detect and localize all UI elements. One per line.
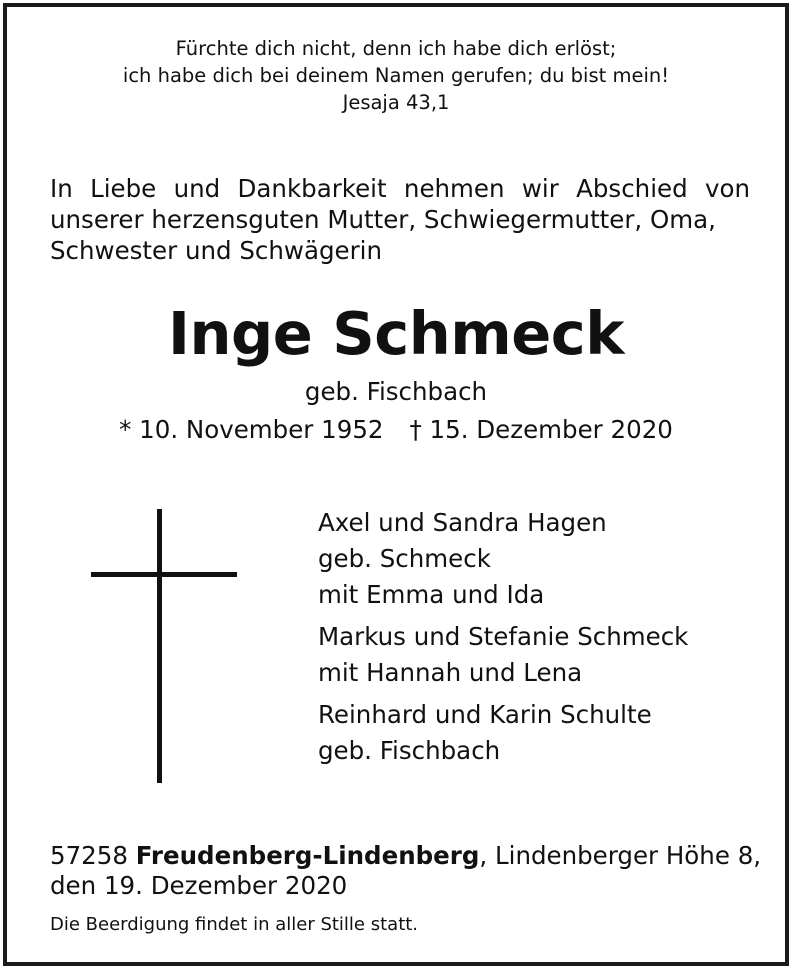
death-date: † 15. Dezember 2020 [409, 415, 673, 444]
mourner-line: Reinhard und Karin Schulte [318, 700, 652, 729]
mourner-line: mit Hannah und Lena [318, 658, 583, 687]
mourner-group-1 [318, 505, 778, 613]
funeral-note: Die Beerdigung findet in aller Stille statt. [50, 914, 419, 935]
postal-code: 57258 [50, 841, 128, 870]
mourner-line: Axel und Sandra Hagen [318, 508, 607, 537]
mourner-line: geb. Schmeck [318, 544, 491, 573]
address-block [50, 841, 770, 901]
mourner-line: geb. Fischbach [318, 736, 501, 765]
verse-line-1: Fürchte dich nicht, denn ich habe dich erlöst; [175, 37, 617, 60]
life-dates [7, 415, 785, 445]
mourner-line: mit Emma und Ida [318, 580, 545, 609]
mourner-group-2 [318, 619, 778, 691]
birth-date: * 10. November 1952 [119, 415, 384, 444]
street-address: , Lindenberger Höhe 8, [479, 841, 762, 870]
town-name: Freudenberg-Lindenberg [135, 841, 480, 870]
obituary-notice [3, 3, 789, 966]
mourners-list [318, 505, 778, 775]
intro-line-1: In Liebe und Dankbarkeit nehmen wir Abschied von [50, 174, 750, 203]
intro-text [50, 173, 750, 266]
verse-reference: Jesaja 43,1 [342, 91, 450, 114]
birth-name: geb. Fischbach [304, 377, 488, 406]
notice-date: den 19. Dezember 2020 [50, 871, 348, 900]
intro-line-3: Schwester und Schwägerin [50, 236, 382, 265]
intro-line-2: unserer herzensguten Mutter, Schwiegermutter, Oma, [50, 205, 716, 234]
cross-icon [91, 509, 237, 783]
bible-verse [7, 35, 785, 116]
address-line [50, 841, 770, 871]
verse-line-2: ich habe dich bei deinem Namen gerufen; du bist mein! [122, 64, 670, 87]
mourner-group-3 [318, 697, 778, 769]
deceased-name: Inge Schmeck [168, 299, 624, 368]
mourner-line: Markus und Stefanie Schmeck [318, 622, 689, 651]
